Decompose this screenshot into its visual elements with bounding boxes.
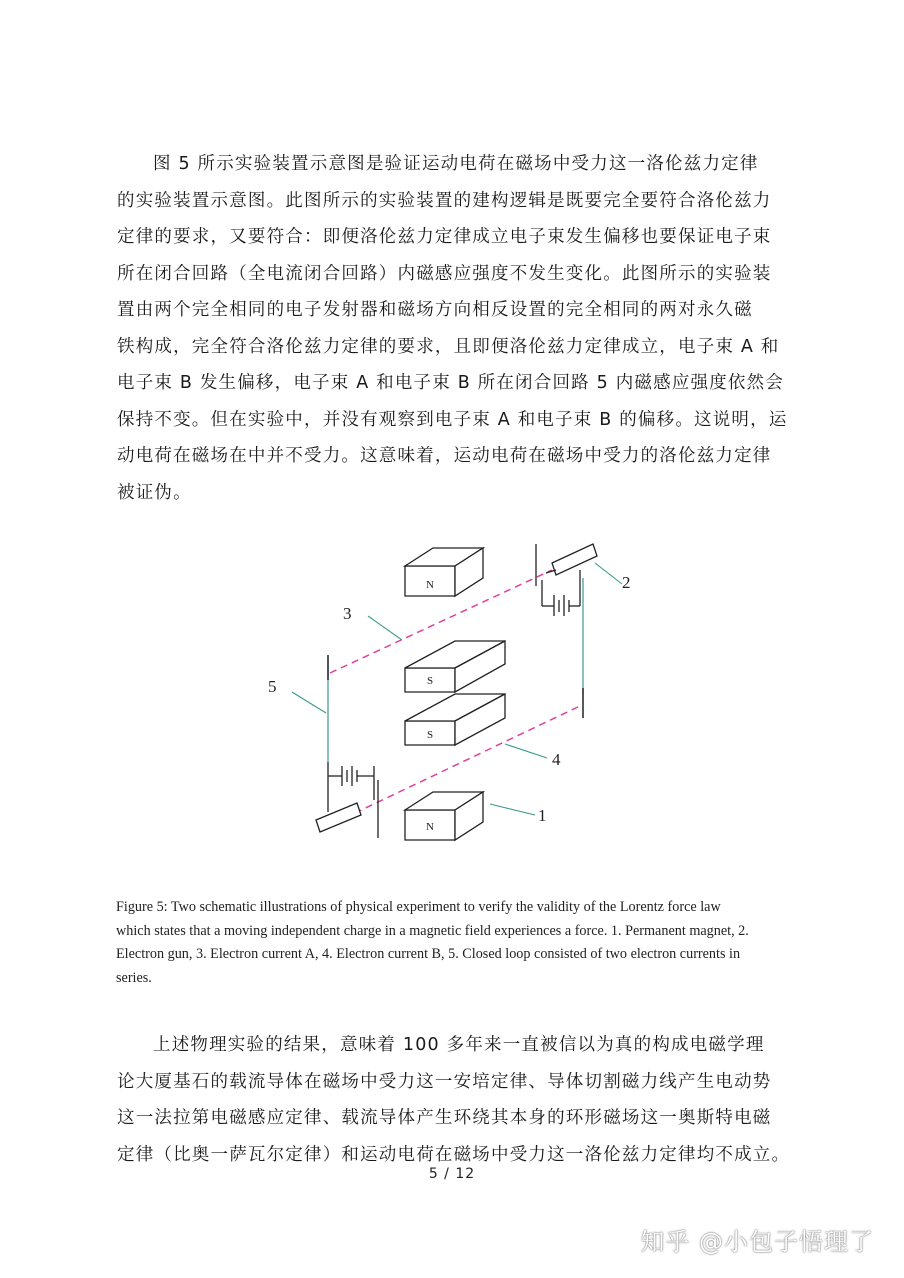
magnet-label-s: S (426, 675, 434, 687)
caption-line: Electron gun, 3. Electron current A, 4. Electron current B, 5. Closed loop consisted of two electron currents in (116, 946, 741, 962)
text-line: 置由两个完全相同的电子发射器和磁场方向相反设置的完全相同的两对永久磁 (117, 300, 753, 320)
text-line: 动电荷在磁场在中并不受力。这意味着，运动电荷在磁场中受力的洛伦兹力定律 (117, 446, 772, 466)
text-line: 铁构成，完全符合洛伦兹力定律的要求，且即便洛伦兹力定律成立，电子束 A 和 (117, 336, 780, 357)
permanent-magnet-s-lower (405, 694, 505, 745)
callout-label-3: 3 (343, 604, 352, 623)
figure-caption (116, 896, 792, 990)
caption-line: Figure 5: Two schematic illustrations of physical experiment to verify the validity of the Lorentz force law (116, 899, 721, 915)
callout-label-1: 1 (538, 806, 547, 825)
permanent-magnet-n-bottom (405, 792, 483, 840)
text-line: 的实验装置示意图。此图所示的实验装置的建构逻辑是既要完全要符合洛伦兹力 (117, 190, 772, 211)
text-line: 论大厦基石的载流导体在磁场中受力这一安培定律、导体切割磁力线产生电动势 (117, 1071, 772, 1092)
body-paragraph-2 (117, 1027, 789, 1173)
callout-leader-1 (490, 804, 535, 815)
text-line: 电子束 B 发生偏移，电子束 A 和电子束 B 所在闭合回路 5 内磁感应强度依然会 (117, 373, 785, 393)
magnet-label-s: S (426, 729, 434, 741)
text-line: 保持不变。但在实验中，并没有观察到电子束 A 和电子束 B 的偏移。这说明，运 (117, 409, 788, 430)
experiment-diagram (250, 530, 670, 860)
callout-leader-3 (368, 616, 402, 640)
body-paragraph-1 (117, 146, 789, 511)
magnet-label-n: N (426, 579, 434, 591)
text-line: 被证伪。 (117, 482, 192, 503)
text-line: 定律的要求，又要符合：即便洛伦兹力定律成立电子束发生偏移也要保证电子束 (117, 227, 772, 247)
caption-line: which states that a moving independent charge in a magnetic field experiences a force. 1. Permanent magnet, 2. (116, 922, 749, 939)
callout-leader-4 (505, 744, 547, 758)
callout-leader-5 (292, 692, 326, 713)
callout-leader-2 (595, 563, 622, 584)
text-line: 图 5 所示实验装置示意图是验证运动电荷在磁场中受力这一洛伦兹力定律 (153, 154, 759, 174)
caption-line: series. (116, 969, 152, 986)
text-line: 这一法拉第电磁感应定律、载流导体产生环绕其本身的环形磁场这一奥斯特电磁 (117, 1108, 772, 1128)
text-line: 上述物理实验的结果，意味着 100 多年来一直被信以为真的构成电磁学理 (153, 1035, 765, 1055)
watermark: 知乎 @小包子悟理了 (640, 1228, 874, 1256)
permanent-magnet-n-top (405, 548, 483, 596)
permanent-magnet-s-upper (405, 641, 505, 692)
callout-label-5: 5 (268, 677, 277, 696)
magnet-label-n: N (426, 821, 434, 833)
callout-label-4: 4 (552, 750, 561, 769)
electron-gun-top (536, 544, 597, 616)
electron-gun-bottom (316, 762, 378, 838)
callout-label-2: 2 (622, 573, 631, 592)
page-number: 5 / 12 (428, 1166, 476, 1182)
text-line: 定律（比奥一萨瓦尔定律）和运动电荷在磁场中受力这一洛伦兹力定律均不成立。 (117, 1144, 791, 1165)
text-line: 所在闭合回路（全电流闭合回路）内磁感应强度不发生变化。此图所示的实验装 (117, 263, 772, 284)
